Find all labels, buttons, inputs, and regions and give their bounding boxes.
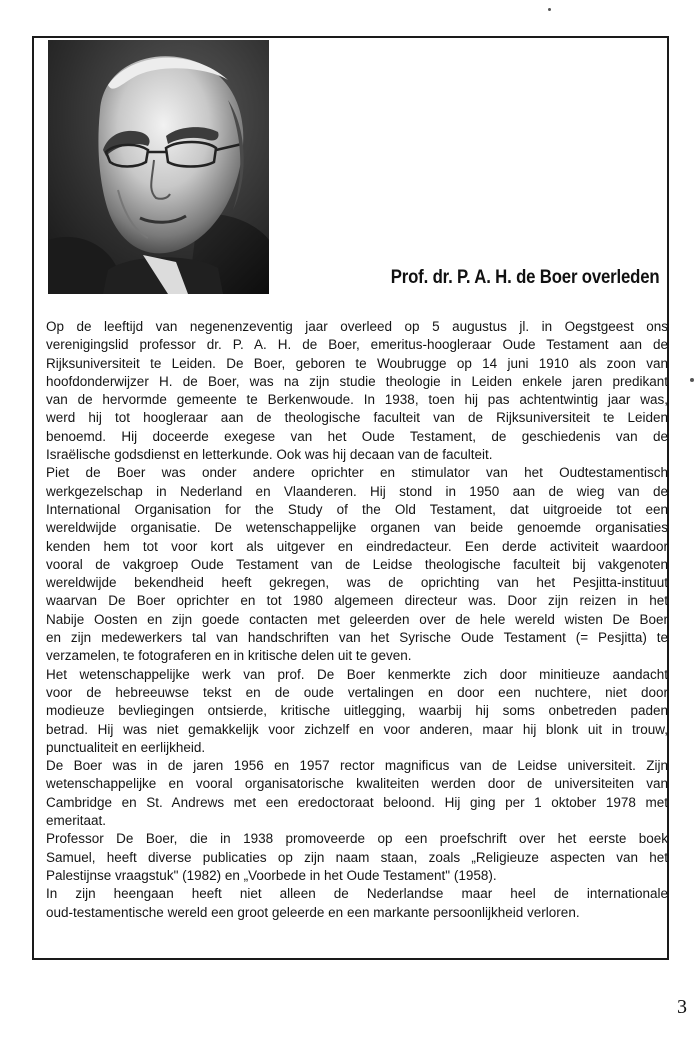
- article-line: modieuze bevliegingen ontsierde, kritische uitlegging, waarbij hij soms onbetreden paden: [46, 703, 668, 719]
- article-line: hoofdonderwijzer H. de Boer, was na zijn studie theologie in Leiden enkele jaren predikant: [46, 373, 668, 389]
- article-line: en zijn medewerkers tal van handschriften van het Syrische Oude Testament (= Pesjitta) te: [46, 630, 668, 646]
- page-number: 3: [677, 996, 687, 1018]
- article-line: verzamelen, te fotograferen en in kritische delen uit te geven.: [46, 648, 412, 664]
- article-line: In zijn heengaan heeft niet alleen de Nederlandse maar heel de internationale: [46, 886, 668, 902]
- article-line: waarvan De Boer oprichter en tot 1980 algemeen directeur was. Door zijn reizen in het: [46, 593, 668, 609]
- article-line: Palestijnse vraagstuk" (1982) en „Voorbede in het Oude Testament" (1958).: [46, 867, 497, 883]
- article-line: emeritaat.: [46, 813, 107, 829]
- article-line: De Boer was in de jaren 1956 en 1957 rector magnificus van de Leidse universiteit. Zijn: [46, 758, 668, 774]
- article-body: [46, 318, 668, 922]
- article-line: Rijksuniversiteit te Leiden. De Boer, geboren te Woubrugge op 14 juni 1910 als zoon van: [46, 355, 668, 371]
- article-line: Piet de Boer was onder andere oprichter en stimulator van het Oudtestamentisch: [46, 465, 668, 481]
- print-speck: [690, 378, 694, 382]
- article-frame: [32, 36, 669, 960]
- article-line: Israëlische godsdienst en letterkunde. Ook was hij decaan van de faculteit.: [46, 447, 493, 463]
- article-line: wereldwijde organisatie. De wetenschappelijke organen van beide genoemde organisaties: [46, 520, 668, 536]
- print-speck: [548, 8, 551, 11]
- article-line: werd hij tot hoogleraar aan de theologische faculteit van de Rijksuniversiteit te Leiden: [46, 410, 668, 426]
- article-line: voor de hebreeuwse tekst en de oude vertalingen en door een nuchtere, niet door: [46, 684, 668, 700]
- article-line: Samuel, heeft diverse publicaties op zijn naam staan, zoals „Religieuze aspecten van het: [46, 849, 668, 865]
- article-line: Op de leeftijd van negenenzeventig jaar overleed op 5 augustus jl. in Oegstgeest ons: [46, 319, 668, 334]
- portrait-photo: [48, 40, 269, 294]
- article-line: benoemd. Hij doceerde exegese van het Oude Testament, de geschiedenis van de: [46, 428, 668, 444]
- article-line: International Organisation for the Study of the Old Testament, dat uitgroeide tot een: [46, 501, 668, 517]
- article-line: wetenschappelijke en vooral organisatorische kwaliteiten werden door de universiteiten van: [46, 776, 668, 792]
- article-line: verenigingslid professor dr. P. A. H. de Boer, emeritus-hoogleraar Oude Testament aan de: [46, 337, 668, 353]
- article-line: betrad. Hij was niet gemakkelijk voor zichzelf en voor anderen, maar hij blonk uit in trouw,: [46, 721, 668, 737]
- article-line: Het wetenschappelijke werk van prof. De Boer kenmerkte zich door minitieuze aandacht: [46, 666, 668, 682]
- article-title: Prof. dr. P. A. H. de Boer overleden: [390, 266, 659, 288]
- article-line: Cambridge en St. Andrews met een eredoctoraat beloond. Hij ging per 1 oktober 1978 met: [46, 794, 668, 810]
- article-line: oud-testamentische wereld een groot geleerde en een markante persoonlijkheid verloren.: [46, 904, 580, 920]
- article-line: werkgezelschap in Nederland en Vlaanderen. Hij stond in 1950 aan de wieg van de: [46, 483, 668, 499]
- article-line: vooral de vakgroep Oude Testament van de Leidse theologische faculteit bij vakgenoten: [46, 556, 668, 572]
- article-line: Nabije Oosten en zijn goede contacten met geleerden over de hele wereld wisten De Boer: [46, 611, 668, 627]
- article-line: van de hervormde gemeente te Berkenwoude. In 1938, toen hij pas achtentwintig jaar was,: [46, 392, 668, 408]
- article-line: Professor De Boer, die in 1938 promoveerde op een proefschrift over het eerste boek: [46, 831, 668, 847]
- article-line: punctualiteit en eerlijkheid.: [46, 739, 206, 755]
- article-line: kenden hem tot voor kort als uitgever en eindredacteur. Een derde activiteit waardoor: [46, 538, 668, 554]
- article-line: wereldwijde bekendheid heeft gekregen, was de oprichting van het Pesjitta-instituut: [46, 575, 668, 591]
